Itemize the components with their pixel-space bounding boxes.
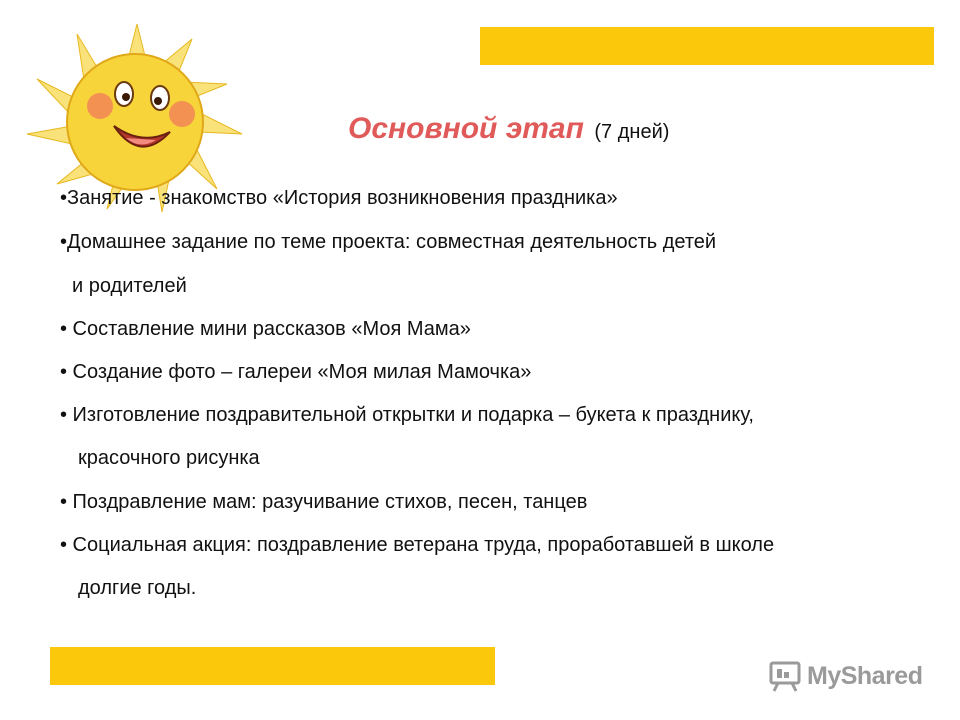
bottom-accent-bar <box>50 647 495 685</box>
list-item: • Социальная акция: поздравление ветерана труда, проработавшей в школе <box>60 534 775 556</box>
list-item: •Занятие - знакомство «История возникновения праздника» <box>60 187 618 209</box>
presentation-board-icon <box>768 659 802 693</box>
top-accent-bar <box>480 27 934 65</box>
logo-text: MyShared <box>807 661 923 690</box>
list-item: •Домашнее задание по теме проекта: совместная деятельность детей <box>60 231 717 253</box>
list-item-continuation: и родителей <box>72 275 187 297</box>
right-cheek <box>169 101 195 127</box>
list-item: • Поздравление мам: разучивание стихов, песен, танцев <box>60 491 588 513</box>
sun-illustration <box>22 14 252 214</box>
list-item-continuation: красочного рисунка <box>78 447 260 469</box>
list-item-continuation: долгие годы. <box>78 577 197 599</box>
list-item: • Создание фото – галереи «Моя милая Мамочка» <box>60 361 532 383</box>
myshared-logo <box>768 656 922 696</box>
list-item: • Составление мини рассказов «Моя Мама» <box>60 318 471 340</box>
title-duration: (7 дней) <box>594 121 670 143</box>
slide-title <box>348 112 669 146</box>
list-item: • Изготовление поздравительной открытки и подарка – букета к празднику, <box>60 404 754 426</box>
left-cheek <box>87 93 113 119</box>
title-main: Основной этап <box>348 112 584 145</box>
